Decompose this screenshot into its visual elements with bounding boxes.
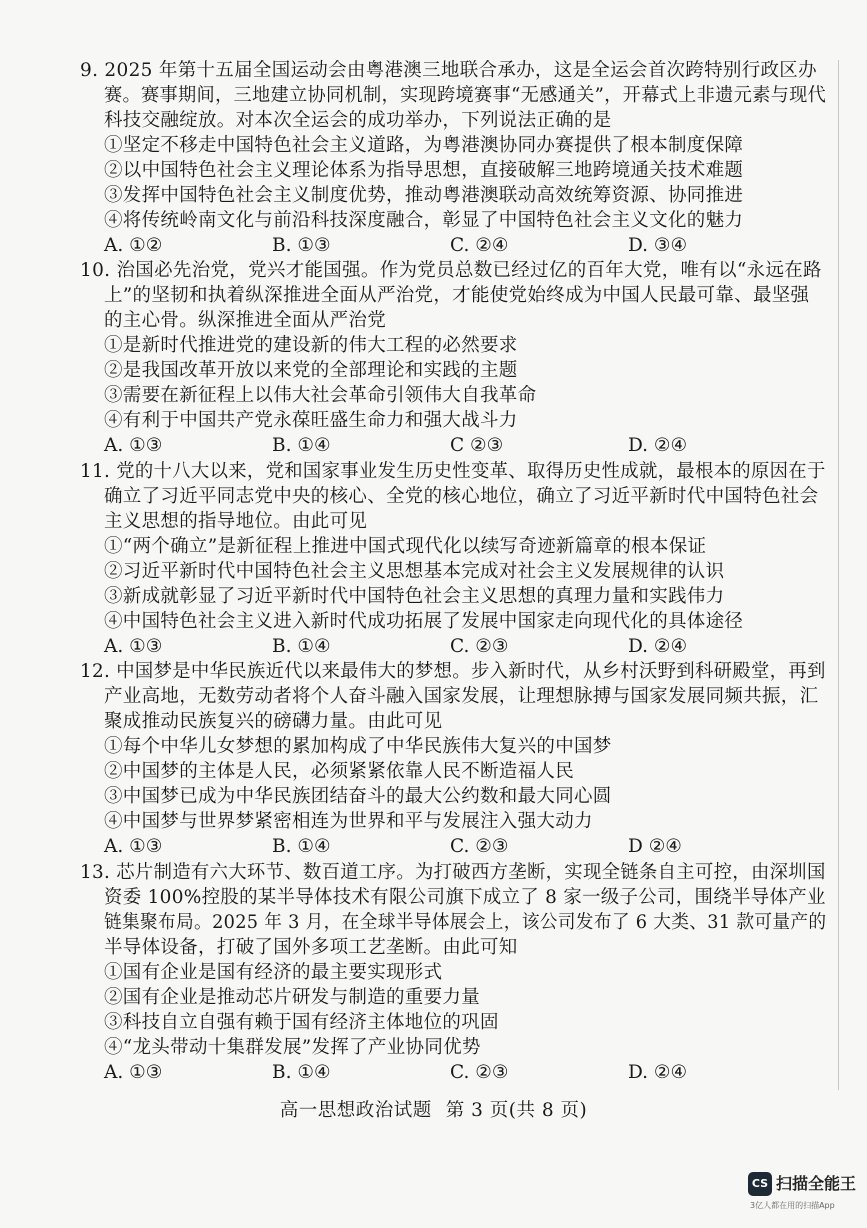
question-line: 产业高地，无数劳动者将个人奋斗融入国家发展，让理想脉搏与国家发展同频共振，汇 [104, 686, 819, 707]
question-line: ②是我国改革开放以来党的全部理论和实践的主题 [104, 360, 518, 381]
question-stem: 9. 2025 年第十五届全国运动会由粤港澳三地联合承办，这是全运会首次跨特别行政区办 [80, 60, 817, 81]
answer-option: B. ①④ [272, 836, 331, 857]
watermark-title: 扫描全能王 [776, 1174, 857, 1193]
question-line: 半导体设备，打破了国外多项工艺垄断。由此可知 [104, 937, 518, 958]
question-line: ①每个中华儿女梦想的累加构成了中华民族伟大复兴的中国梦 [104, 736, 612, 757]
question-line: 链集聚布局。2025 年 3 月，在全球半导体展会上，该公司发布了 6 大类、31 款可量产的 [104, 912, 827, 933]
answer-option: C. ②③ [450, 1062, 509, 1083]
answer-option: D. ③④ [628, 235, 688, 256]
watermark-subtitle: 3亿人都在用的扫描App [750, 1201, 835, 1210]
question-line: ③科技自立自强有赖于国有经济主体地位的巩固 [104, 1012, 499, 1033]
question-line: ②习近平新时代中国特色社会主义思想基本完成对社会主义发展规律的认识 [104, 561, 725, 582]
answer-option: A. ①③ [104, 836, 163, 857]
question-line: ④有利于中国共产党永葆旺盛生命力和强大战斗力 [104, 410, 518, 431]
scanner-watermark [748, 1168, 863, 1220]
question-line: ①国有企业是国有经济的最主要实现形式 [104, 962, 443, 983]
answer-option: C. ②③ [450, 836, 509, 857]
answer-option: B. ①④ [272, 435, 331, 456]
question-line: ④中国特色社会主义进入新时代成功拓展了发展中国家走向现代化的具体途径 [104, 611, 744, 632]
question-line: ①是新时代推进党的建设新的伟大工程的必然要求 [104, 335, 518, 356]
question-line: ③中国梦已成为中华民族团结奋斗的最大公约数和最大同心圆 [104, 786, 612, 807]
question-line: 赛。赛事期间，三地建立协同机制，实现跨境赛事“无感通关”，开幕式上非遗元素与现代 [104, 85, 827, 106]
answer-option: D. ②④ [628, 435, 688, 456]
answer-option: D. ②④ [628, 1062, 688, 1083]
answer-option: A. ①③ [104, 1062, 163, 1083]
question-line: 资委 100%控股的某半导体技术有限公司旗下成立了 8 家一级子公司，围绕半导体产业 [104, 887, 826, 908]
question-line: ④中国梦与世界梦紧密相连为世界和平与发展注入强大动力 [104, 811, 593, 832]
answer-option: B. ①④ [272, 1062, 331, 1083]
question-line: ③发挥中国特色社会主义制度优势，推动粤港澳联动高效统筹资源、协同推进 [104, 185, 744, 206]
answer-option: B. ①④ [272, 636, 331, 657]
question-line: 的主心骨。纵深推进全面从严治党 [104, 310, 387, 331]
question-line: ①“两个确立”是新征程上推进中国式现代化以续写奇迹新篇章的根本保证 [104, 536, 707, 557]
question-line: ③新成就彰显了习近平新时代中国特色社会主义思想的真理力量和实践伟力 [104, 586, 725, 607]
question-stem: 11. 党的十八大以来，党和国家事业发生历史性变革、取得历史性成就，最根本的原因在于 [80, 461, 826, 482]
answer-option: A. ①③ [104, 636, 163, 657]
question-line: ④“龙头带动十集群发展”发挥了产业协同优势 [104, 1037, 481, 1058]
question-line: ②中国梦的主体是人民，必须紧紧依靠人民不断造福人民 [104, 761, 575, 782]
question-line: 确立了习近平同志党中央的核心、全党的核心地位，确立了习近平新时代中国特色社会 [104, 486, 819, 507]
camscanner-logo-icon: CS [748, 1172, 772, 1196]
answer-option: D ②④ [628, 836, 682, 857]
question-line: ④将传统岭南文化与前沿科技深度融合，彰显了中国特色社会主义文化的魅力 [104, 210, 744, 231]
question-line: ②以中国特色社会主义理论体系为指导思想，直接破解三地跨境通关技术难题 [104, 160, 744, 181]
footer-subject: 高一思想政治试题 [279, 1100, 432, 1121]
page-edge-line [838, 60, 839, 1090]
question-stem: 12. 中国梦是中华民族近代以来最伟大的梦想。步入新时代，从乡村沃野到科研殿堂，再到 [80, 661, 826, 682]
answer-option: A. ①③ [104, 435, 163, 456]
question-line: ③需要在新征程上以伟大社会革命引领伟大自我革命 [104, 385, 537, 406]
answer-option: C ②③ [450, 435, 504, 456]
answer-option: B. ①③ [272, 235, 331, 256]
question-line: 上”的坚韧和执着纵深推进全面从严治党，才能使党始终成为中国人民最可靠、最坚强 [104, 285, 810, 306]
answer-option: C. ②④ [450, 235, 509, 256]
question-stem: 10. 治国必先治党，党兴才能国强。作为党员总数已经过亿的百年大党，唯有以“永远在路 [80, 260, 822, 281]
answer-option: D. ②④ [628, 636, 688, 657]
question-line: 聚成推动民族复兴的磅礴力量。由此可见 [104, 711, 443, 732]
question-stem: 13. 芯片制造有六大环节、数百道工序。为打破西方垄断，实现全链条自主可控，由深圳国 [80, 862, 826, 883]
page-footer [0, 1098, 867, 1123]
footer-page-number: 第 3 页(共 8 页) [445, 1100, 588, 1121]
question-line: ②国有企业是推动芯片研发与制造的重要力量 [104, 987, 481, 1008]
question-line: ①坚定不移走中国特色社会主义道路，为粤港澳协同办赛提供了根本制度保障 [104, 135, 744, 156]
answer-option: C. ②③ [450, 636, 509, 657]
question-line: 科技交融绽放。对本次全运会的成功举办，下列说法正确的是 [104, 110, 612, 131]
question-line: 主义思想的指导地位。由此可见 [104, 511, 368, 532]
answer-option: A. ①② [104, 235, 163, 256]
